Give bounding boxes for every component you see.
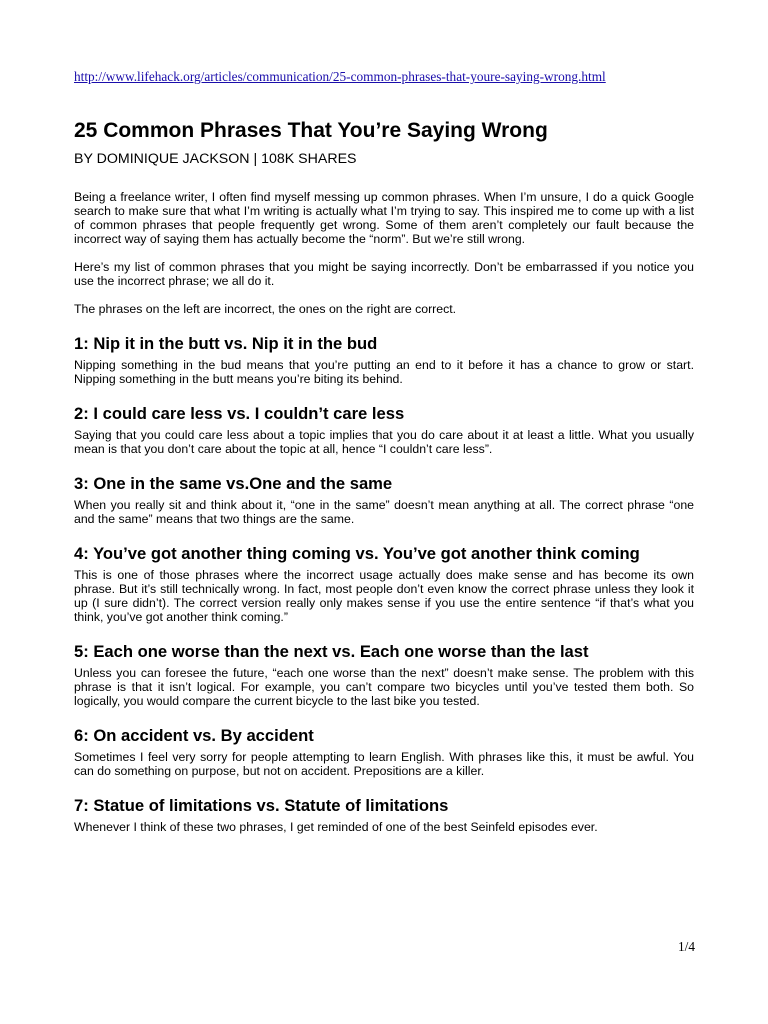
phrase-section-3: [74, 474, 694, 526]
section-body: Nipping something in the bud means that you’re putting an end to it before it has a chance to grow or start. Nipping something in the butt means you’re biting its behind.: [74, 358, 694, 386]
article-title: 25 Common Phrases That You’re Saying Wrong: [74, 119, 548, 142]
section-heading: 4: You’ve got another thing coming vs. You’ve got another think coming: [74, 544, 640, 563]
article-byline: BY DOMINIQUE JACKSON | 108K SHARES: [74, 151, 357, 167]
phrase-section-6: [74, 726, 694, 778]
article-intro: [74, 190, 694, 316]
phrase-section-4: [74, 544, 694, 624]
phrase-section-1: [74, 334, 694, 386]
phrase-section-5: [74, 642, 694, 708]
section-body: When you really sit and think about it, “one in the same” doesn’t mean anything at all. The correct phrase “one and the same” means that two things are the same.: [74, 498, 694, 526]
intro-paragraph: Here’s my list of common phrases that you might be saying incorrectly. Don’t be embarrassed if you notice you use the incorrect phrase; we all do it.: [74, 260, 694, 288]
source-url-link[interactable]: http://www.lifehack.org/articles/communication/25-common-phrases-that-youre-saying-wrong.html: [74, 69, 606, 84]
page-number: 1/4: [678, 939, 695, 954]
article: [74, 117, 694, 834]
section-body: Saying that you could care less about a topic implies that you do care about it at least a little. What you usually mean is that you don’t care about the topic at all, hence “I couldn’t care less”.: [74, 428, 694, 456]
section-body: This is one of those phrases where the incorrect usage actually does make sense and has become its own phrase. But it’s still technically wrong. In fact, most people don’t even know the correct phrase unless they look it up (I sure didn’t). The correct version really only makes sense if you use the entire sentence “if that’s what you think, you’ve got another think coming.”: [74, 568, 694, 624]
section-heading: 7: Statue of limitations vs. Statute of limitations: [74, 796, 449, 815]
section-body: Unless you can foresee the future, “each one worse than the next” doesn’t make sense. The problem with this phrase is that it isn’t logical. For example, you can’t compare two bicycles until you’ve tested them both. So logically, you would compare the current bicycle to the last bike you tested.: [74, 666, 694, 708]
phrase-section-7: [74, 796, 694, 834]
section-heading: 5: Each one worse than the next vs. Each one worse than the last: [74, 642, 589, 661]
section-heading: 1: Nip it in the butt vs. Nip it in the bud: [74, 334, 378, 353]
section-body: Whenever I think of these two phrases, I get reminded of one of the best Seinfeld episodes ever.: [74, 820, 598, 834]
intro-paragraph: The phrases on the left are incorrect, the ones on the right are correct.: [74, 302, 457, 316]
intro-paragraph: Being a freelance writer, I often find myself messing up common phrases. When I’m unsure, I do a quick Google search to make sure that what I’m writing is actually what I’m trying to say. This inspired me to come up with a list of common phrases that people frequently get wrong. Some of them aren’t completely our fault because the incorrect way of saying them has actually become the “norm”. But we’re still wrong.: [74, 190, 694, 246]
phrase-section-2: [74, 404, 694, 456]
section-heading: 2: I could care less vs. I couldn’t care less: [74, 404, 405, 423]
section-heading: 3: One in the same vs.One and the same: [74, 474, 393, 493]
section-body: Sometimes I feel very sorry for people attempting to learn English. With phrases like this, it must be awful. You can do something on purpose, but not on accident. Prepositions are a killer.: [74, 750, 694, 778]
section-heading: 6: On accident vs. By accident: [74, 726, 314, 745]
